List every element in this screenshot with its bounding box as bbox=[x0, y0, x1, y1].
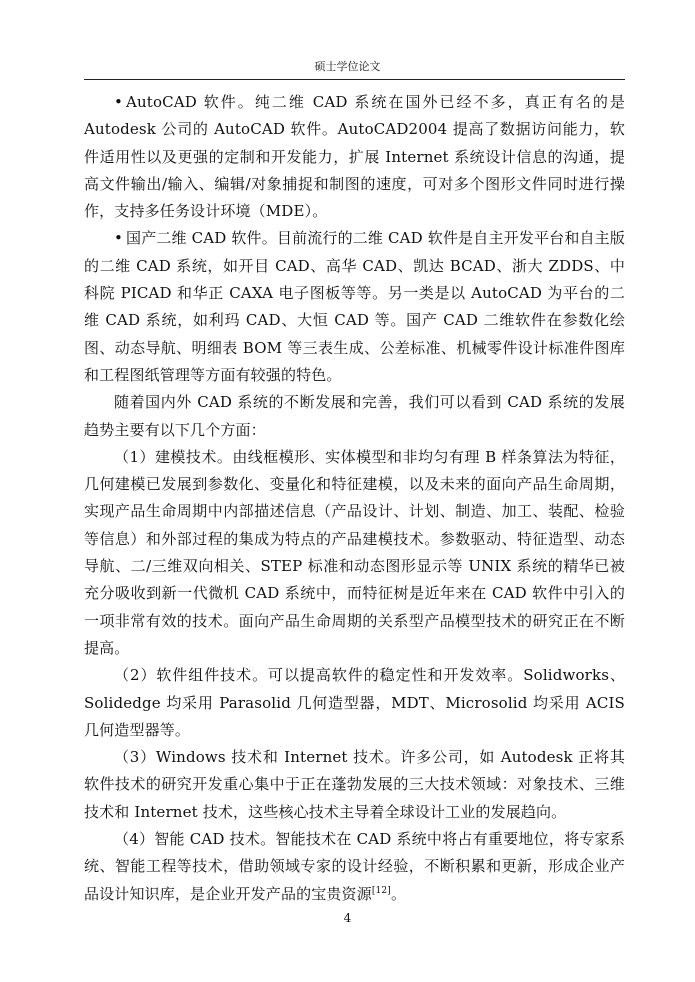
paragraph-text: （1）建模技术。由线框模形、实体模型和非均匀有理 B 样条算法为特征，几何建模已发展到参数化、变量化和特征建模，以及未来的面向产品生命周期，实现产品生命周期中内部描述信息（产品设计、计划、制造、加工、装配、检验等信息）和外部过程的集成为特点的产品建模技术。参数驱动、特征造型、动态导航、二/三维双向相关、STEP 标准和动态图形显示等 UNIX 系统的精华已被充分吸收到新一代微机 CAD 系统中，而特征树是近年来在 CAD 软件中引入的一项非常有效的技术。面向产品生命周期的关系型产品模型技术的研究正在不断提高。 bbox=[84, 447, 625, 657]
body-text bbox=[84, 89, 625, 908]
paragraph-text: 国产二维 CAD 软件。目前流行的二维 CAD 软件是自主开发平台和自主版的二维 CAD 系统，如开目 CAD、高华 CAD、凯达 BCAD、浙大 ZDDS、中科院 PICAD 和华正 CAXA 电子图板等等。另一类是以 AutoCAD 为平台的二维 CAD 系统，如利玛 CAD、大恒 CAD 等。国产 CAD 二维软件在参数化绘图、动态导航、明细表 BOM 等三表生成、公差标准、机械零件设计标准件图库和工程图纸管理等方面有较强的特色。 bbox=[84, 229, 625, 384]
paragraph-autocad bbox=[84, 89, 625, 225]
paragraph-text: （4）智能 CAD 技术。智能技术在 CAD 系统中将占有重要地位，将专家系统、智能工程等技术，借助领域专家的设计经验，不断积累和更新，形成企业产品设计知识库，是企业开发产品的宝贵资源 bbox=[84, 830, 625, 903]
paragraph-modeling-technology bbox=[84, 444, 625, 662]
paragraph-text: （3）Windows 技术和 Internet 技术。许多公司，如 Autodesk 正将其软件技术的研究开发重心集中于正在蓬勃发展的三大技术领域：对象技术、三维技术和 Internet 技术，这些核心技术主导着全球设计工业的发展趋向。 bbox=[84, 748, 625, 821]
header-divider bbox=[84, 79, 625, 80]
paragraph-text: 随着国内外 CAD 系统的不断发展和完善，我们可以看到 CAD 系统的发展趋势主要有以下几个方面： bbox=[84, 393, 625, 439]
page-number: 4 bbox=[343, 911, 352, 925]
paragraph-windows-internet bbox=[84, 744, 625, 826]
paragraph-end-punctuation: 。 bbox=[390, 884, 407, 903]
paragraph-intelligent-cad bbox=[84, 826, 625, 908]
paragraph-trends-intro bbox=[84, 389, 625, 444]
bullet-icon: • bbox=[114, 93, 123, 111]
paragraph-text: AutoCAD 软件。纯二维 CAD 系统在国外已经不多，真正有名的是 Autodesk 公司的 AutoCAD 软件。AutoCAD2004 提高了数据访问能力，软件适用性以及更强的定制和开发能力，扩展 Internet 系统设计信息的沟通，提高文件输出/输入、编辑/对象捕捉和制图的速度，可对多个图形文件同时进行操作，支持多任务设计环境（MDE）。 bbox=[84, 93, 625, 221]
paragraph-text: （2）软件组件技术。可以提高软件的稳定性和开发效率。Solidworks、Solidedge 均采用 Parasolid 几何造型器，MDT、Microsolid 均采用 ACIS 几何造型器等。 bbox=[84, 666, 625, 739]
paragraph-component-technology bbox=[84, 662, 625, 744]
citation-reference: [12] bbox=[371, 885, 391, 896]
paragraph-domestic-cad bbox=[84, 225, 625, 389]
bullet-icon: • bbox=[114, 229, 123, 248]
running-header: 硕士学位论文 bbox=[314, 60, 381, 73]
